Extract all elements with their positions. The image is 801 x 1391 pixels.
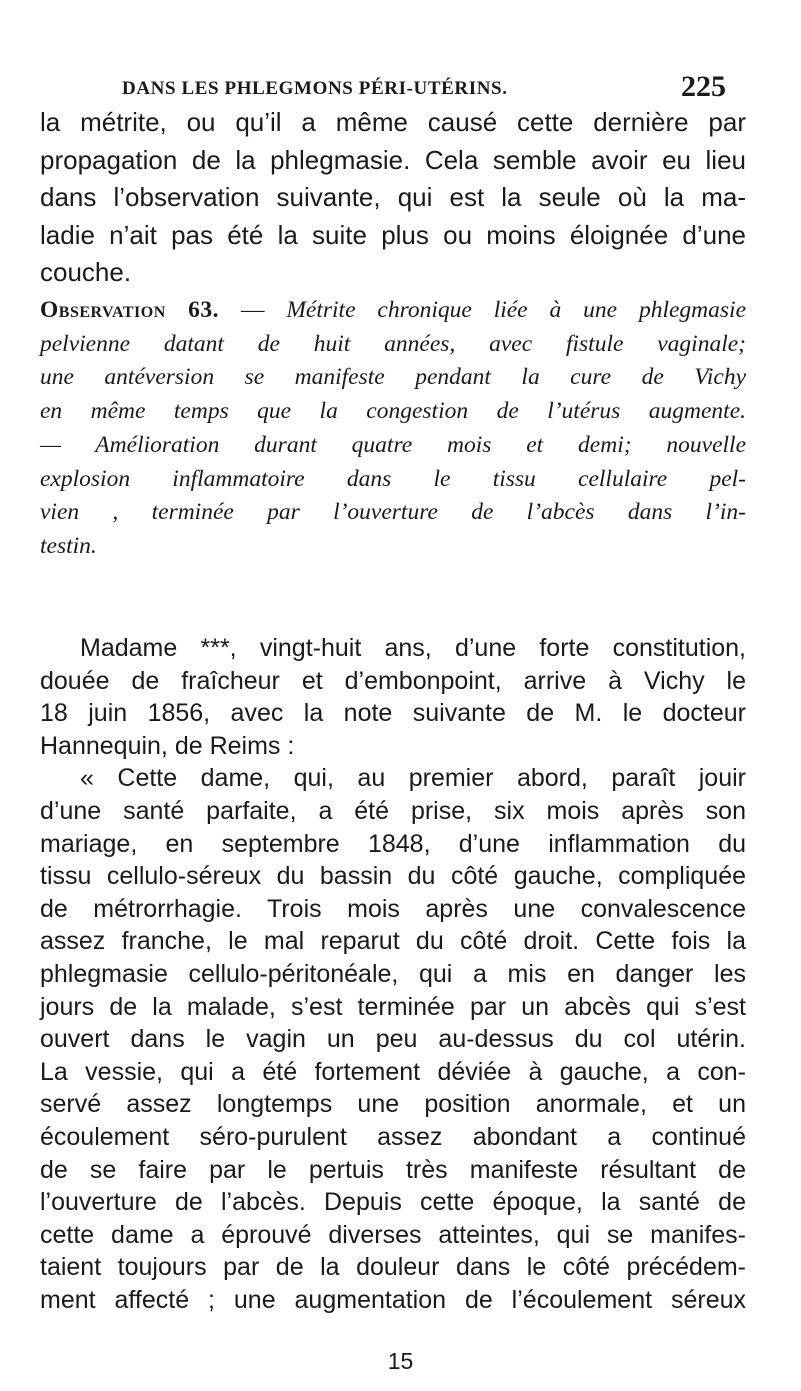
text-line: propagation de la phlegmasie. Cela semble avoir eu lieu (40, 144, 746, 175)
intro-paragraph (40, 104, 746, 292)
observation-first-line (40, 294, 746, 328)
text-line: couche. (40, 257, 132, 288)
text-line: La vessie, qui a été fortement déviée à gauche, a con- (40, 1057, 746, 1086)
text-line: phlegmasie cellulo-péritonéale, qui a mis en danger les (40, 959, 746, 988)
text-line: de se faire par le pertuis très manifeste résultant de (40, 1155, 746, 1184)
text-line: mariage, en septembre 1848, d’une inflammation du (40, 829, 746, 858)
text-line: Hannequin, de Reims : (40, 731, 295, 760)
observation-title-line: une antéversion se manifeste pendant la cure de Vichy (40, 364, 746, 391)
text-line: cette dame a éprouvé diverses atteintes, qui se manifes- (40, 1220, 746, 1249)
text-line: d’une santé parfaite, a été prise, six mois après son (40, 796, 746, 825)
observation-dash: — (219, 297, 287, 323)
text-line: ladie n’ait pas été la suite plus ou moins éloignée d’une (40, 219, 746, 250)
text-line: de métrorrhagie. Trois mois après une convalescence (40, 894, 746, 923)
observation-heading (40, 294, 746, 564)
text-line: taient toujours par de la douleur dans le côté précédem- (40, 1253, 746, 1282)
observation-title-line: — Amélioration durant quatre mois et demi; nouvelle (40, 431, 746, 458)
signature-mark: 15 (387, 1348, 414, 1374)
text-line: ouvert dans le vagin un peu au-dessus du col utérin. (40, 1025, 746, 1054)
text-line: servé assez longtemps une position anormale, et un (40, 1090, 746, 1119)
observation-label: Observation 63. (40, 297, 220, 323)
text-line: la métrite, ou qu’il a même causé cette dernière par (40, 107, 746, 137)
text-line: ment affecté ; une augmentation de l’écoulement séreux (40, 1285, 746, 1314)
observation-title-line: pelvienne datant de huit années, avec fistule vaginale; (40, 330, 746, 357)
text-line: jours de la malade, s’est terminée par un abcès qui s’est (40, 992, 746, 1021)
text-line: 18 juin 1856, avec la note suivante de M. le docteur (40, 699, 746, 728)
observation-title-line: vien , terminée par l’ouverture de l’abcès dans l’in- (40, 499, 746, 526)
observation-title-line: Métrite chronique liée à une phlegmasie (286, 297, 746, 323)
text-line: Madame ***, vingt-huit ans, d’une forte constitution, (80, 634, 746, 662)
text-line: écoulement séro-purulent assez abondant a continué (40, 1122, 746, 1151)
running-head: DANS LES PHLEGMONS PÉRI-UTÉRINS. (122, 78, 508, 99)
observation-title-line: explosion inflammatoire dans le tissu cellulaire pel- (40, 465, 746, 492)
text-line: « Cette dame, qui, au premier abord, paraît jouir (80, 764, 746, 793)
observation-title-line: en même temps que la congestion de l’utérus augmente. (40, 398, 746, 425)
narrative-paragraph (40, 632, 746, 1316)
text-line: l’ouverture de l’abcès. Depuis cette époque, la santé de (40, 1188, 746, 1217)
text-line: douée de fraîcheur et d’embonpoint, arrive à Vichy le (40, 666, 746, 695)
text-line: assez franche, le mal reparut du côté droit. Cette fois la (40, 927, 746, 956)
page-header (122, 66, 726, 106)
observation-title-line: testin. (40, 532, 97, 559)
page-number: 225 (681, 70, 726, 103)
text-line: dans l’observation suivante, qui est la seule où la ma- (40, 182, 746, 213)
text-line: tissu cellulo-séreux du bassin du côté gauche, compliquée (40, 862, 746, 891)
